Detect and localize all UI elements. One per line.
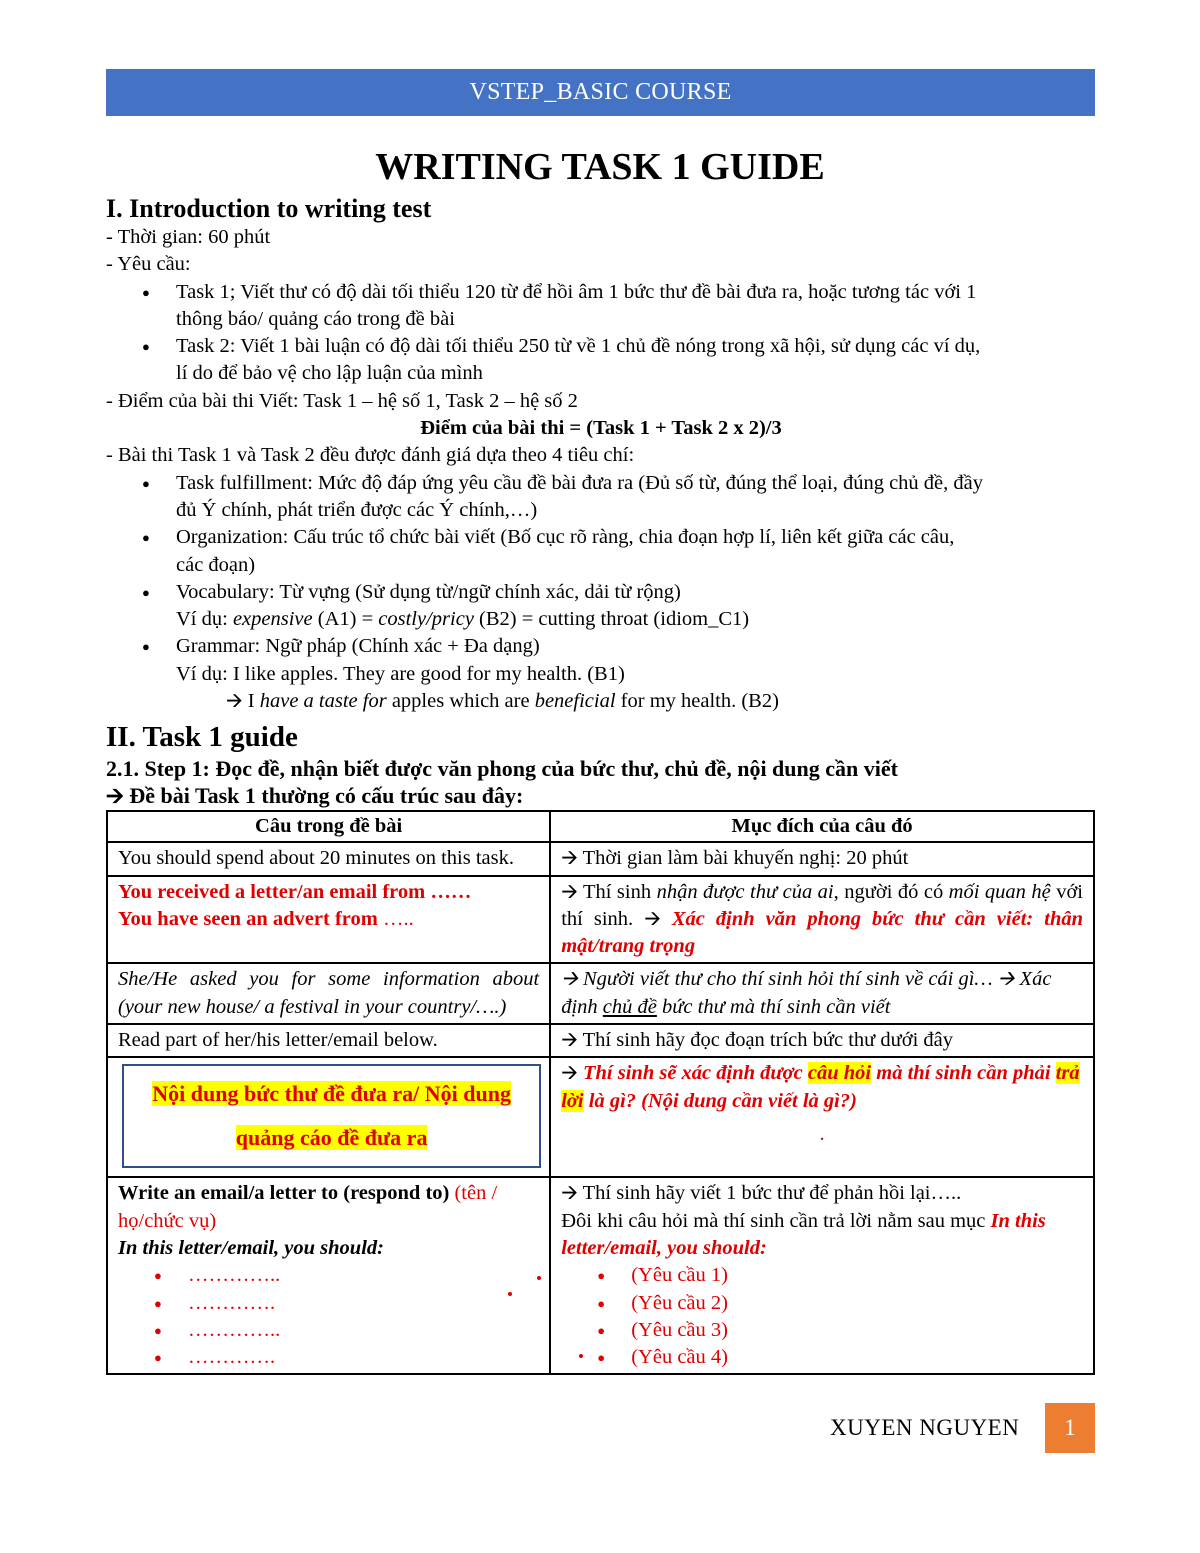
list-item — [106, 524, 1096, 579]
cell-text: với thí sinh. 🡪 — [561, 880, 1083, 930]
table-cell: She/He asked you for some information about (your new house/ a festival in your country/….) — [107, 963, 550, 1024]
cell-line — [118, 1180, 539, 1235]
cell-text: câu hỏi — [807, 1062, 872, 1085]
cell-text: 🡪 — [561, 1062, 583, 1085]
task2-line2: lí do để bảo vệ cho lập luận của mình — [176, 362, 483, 385]
section-intro — [106, 193, 1096, 809]
example-word: expensive — [232, 608, 313, 631]
table-cell — [550, 1057, 1094, 1177]
step1-heading: 2.1. Step 1: Đọc đề, nhận biết được văn phong của bức thư, chủ đề, nội dung cần viết — [106, 756, 898, 782]
criterion2-line1: ● Organization: Cấu trúc tổ chức bài viết (Bố cục rõ ràng, chia đoạn hợp lí, liên kết giữa các câu, — [176, 526, 955, 549]
red-mark — [508, 1292, 512, 1296]
table-cell — [107, 876, 550, 964]
table-row — [107, 1057, 1094, 1177]
cell-text: mối quan hệ — [948, 880, 1051, 903]
table-row — [107, 842, 1094, 875]
list-item: ● ………….. — [118, 1317, 539, 1344]
list-item: ● (Yêu cầu 2) — [561, 1290, 1083, 1317]
criterion1-line1: ● Task fulfillment: Mức độ đáp ứng yêu cầu đề bài đưa ra (Đủ số từ, đúng thể loại, đúng chủ đề, đầy — [176, 471, 984, 494]
example-text: (B2) = cutting throat (idiom_C1) — [473, 608, 750, 631]
letter-content-box — [122, 1064, 541, 1168]
box-text: Nội dung bức thư đề đưa ra/ Nội dung quảng cáo đề đưa ra — [152, 1081, 511, 1151]
table-header-row — [107, 811, 1094, 842]
example-label: Ví dụ: — [176, 608, 233, 631]
document-title: WRITING TASK 1 GUIDE — [375, 146, 825, 188]
list-item — [106, 470, 1096, 525]
time-line: - Thời gian: 60 phút — [106, 226, 271, 248]
cell-text: Thí sinh sẽ xác định được — [583, 1062, 808, 1085]
example-word: costly/pricy — [378, 608, 474, 631]
cell-text: trả lời — [561, 1062, 1080, 1112]
table-row — [107, 1024, 1094, 1057]
header-banner — [106, 69, 1095, 116]
table-cell: Read part of her/his letter/email below. — [107, 1024, 550, 1057]
cell-text: nhận được thư của ai — [656, 880, 834, 903]
red-mark — [537, 1276, 541, 1280]
example-text: (A1) = — [312, 608, 379, 631]
list-item: ● ………….. — [118, 1262, 539, 1289]
cell-dot: . — [819, 1122, 825, 1145]
task1-line1: ● Task 1; Viết thư có độ dài tối thiểu 120 từ để hồi âm 1 bức thư đề bài đưa ra, hoặc tương tác với 1 — [176, 280, 977, 303]
cell-text: chủ đề — [602, 995, 657, 1018]
list-item: ● …………. — [118, 1344, 539, 1371]
criterion2-line2: các đoạn) — [176, 553, 256, 576]
list-item — [106, 633, 1096, 688]
cell-text: You have seen an advert from — [118, 907, 378, 930]
list-item: ● (Yêu cầu 1) — [561, 1262, 1083, 1289]
column-header: Mục đích của câu đó — [550, 811, 1094, 842]
cell-text: ….. — [377, 907, 414, 930]
list-item — [106, 279, 1096, 334]
score-formula: Điểm của bài thi = (Task 1 + Task 2 x 2)/3 — [420, 417, 782, 440]
criterion3-example — [176, 606, 1096, 633]
example-text: 🡪 I — [226, 690, 260, 713]
task-list — [106, 279, 1096, 388]
table-cell: 🡪 Thời gian làm bài khuyến nghị: 20 phút — [550, 842, 1094, 875]
criteria-list — [106, 470, 1096, 688]
course-title: VSTEP_BASIC COURSE — [469, 79, 732, 105]
cell-line — [561, 1060, 1083, 1115]
red-mark — [579, 1354, 583, 1358]
table-cell — [107, 1057, 550, 1177]
criterion3-line1: ● Vocabulary: Từ vựng (Sử dụng từ/ngữ chính xác, dải từ rộng) — [176, 580, 681, 603]
criteria-intro: - Bài thi Task 1 và Task 2 đều được đánh giá dựa theo 4 tiêu chí: — [106, 444, 635, 467]
cell-text: mà thí sinh cần phải — [871, 1062, 1056, 1085]
cell-text: Xác định văn phong bức thư cần viết: thân mật/trang trọng — [561, 907, 1083, 958]
table-cell: You should spend about 20 minutes on this task. — [107, 842, 550, 875]
table-cell — [550, 963, 1094, 1024]
cell-text: , người đó có — [833, 880, 949, 903]
cell-text: bức thư mà thí sinh cần viết — [656, 995, 891, 1018]
score-line: - Điểm của bài thi Viết: Task 1 – hệ số 1, Task 2 – hệ số 2 — [106, 389, 578, 412]
task2-line1: ● Task 2: Viết 1 bài luận có độ dài tối thiểu 250 từ về 1 chủ đề nóng trong xã hội, sử dụng các ví dụ, — [176, 335, 981, 358]
criterion4-example: Ví dụ: I like apples. They are good for my health. (B1) — [176, 662, 625, 685]
section2-heading: II. Task 1 guide — [106, 721, 298, 754]
requirements-label: - Yêu cầu: — [106, 253, 191, 276]
task1-structure-table — [106, 810, 1095, 1375]
requirement-list — [561, 1262, 1083, 1371]
example-word: have a taste for — [259, 690, 387, 713]
criterion4-example2 — [106, 688, 1096, 715]
table-cell — [550, 876, 1094, 964]
column-header: Câu trong đề bài — [107, 811, 550, 842]
cell-text: In this letter/email, you should: — [561, 1209, 1046, 1259]
cell-text: (tên / họ/chức vụ) — [118, 1182, 498, 1232]
cell-line: 🡪 Thí sinh hãy viết 1 bức thư để phản hồi lại….. — [561, 1182, 962, 1205]
cell-text: Write an email/a letter to (respond to) — [118, 1182, 455, 1205]
list-item — [106, 579, 1096, 634]
list-item — [106, 333, 1096, 388]
cell-line: You received a letter/an email from …… — [118, 880, 472, 903]
footer-author: XUYEN NGUYEN — [830, 1415, 1020, 1440]
structure-label: 🡪 Đề bài Task 1 thường có cấu trúc sau đây: — [106, 783, 524, 809]
table-cell: 🡪 Thí sinh hãy đọc đoạn trích bức thư dưới đây — [550, 1024, 1094, 1057]
example-word: beneficial — [534, 690, 616, 713]
criterion4-line1: ● Grammar: Ngữ pháp (Chính xác + Đa dạng) — [176, 635, 540, 658]
table-row — [107, 963, 1094, 1024]
cell-text: là gì? (Nội dung cần viết là gì?) — [583, 1089, 857, 1112]
example-text: for my health. (B2) — [615, 690, 779, 713]
placeholder-list — [118, 1262, 539, 1371]
table-row — [107, 876, 1094, 964]
cell-text: 🡪 Thí sinh — [561, 880, 657, 903]
table-row — [107, 1177, 1094, 1374]
list-item: ● (Yêu cầu 4) — [561, 1344, 1083, 1371]
cell-text: Đôi khi câu hỏi mà thí sinh cần trả lời nằm sau mục — [561, 1209, 991, 1232]
section1-heading: I. Introduction to writing test — [106, 194, 432, 223]
table-cell — [107, 1177, 550, 1374]
task1-line2: thông báo/ quảng cáo trong đề bài — [176, 307, 455, 330]
list-item: ● …………. — [118, 1290, 539, 1317]
list-item: ● (Yêu cầu 3) — [561, 1317, 1083, 1344]
cell-line: In this letter/email, you should: — [118, 1236, 384, 1259]
cell-line — [118, 906, 539, 933]
table-cell — [550, 1177, 1094, 1374]
page-number: 1 — [1045, 1403, 1095, 1453]
criterion1-line2: đủ Ý chính, phát triển được các Ý chính,…) — [176, 498, 538, 521]
cell-line — [561, 1208, 1083, 1263]
example-text: apples which are — [386, 690, 535, 713]
cell-text: 🡪 Người viết thư cho thí sinh hỏi thí sinh về cái gì… 🡪 Xác định — [561, 968, 1052, 1018]
